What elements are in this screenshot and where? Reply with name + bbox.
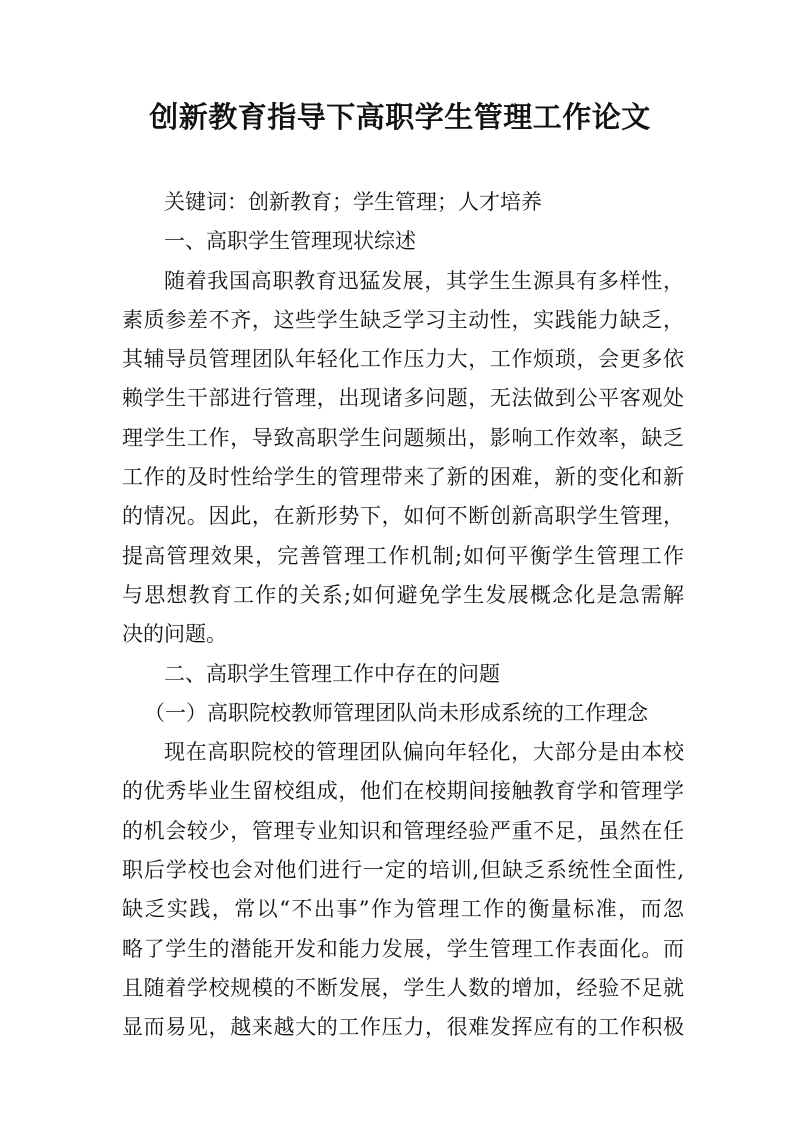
paragraph-line: 提高管理效果，完善管理工作机制;如何平衡学生管理工作 (122, 543, 684, 568)
paragraph-line: 的情况。因此，在新形势下，如何不断创新高职学生管理， (122, 504, 684, 529)
paragraph-line: 现在高职院校的管理团队偏向年轻化，大部分是由本校 (164, 740, 684, 765)
paragraph-line: 缺乏实践，常以“不出事”作为管理工作的衡量标准，而忽 (122, 897, 684, 922)
paragraph-line: 显而易见，越来越大的工作压力，很难发挥应有的工作积极 (122, 1015, 684, 1040)
paragraph-line: 且随着学校规模的不断发展，学生人数的增加，经验不足就 (122, 975, 684, 1000)
paragraph-line: 其辅导员管理团队年轻化工作压力大，工作烦琐，会更多依 (122, 347, 684, 372)
section-heading-1: 一、高职学生管理现状综述 (164, 229, 416, 254)
paragraph-line: 与思想教育工作的关系;如何避免学生发展概念化是急需解 (122, 582, 684, 607)
paragraph-line: 的机会较少，管理专业知识和管理经验严重不足，虽然在任 (122, 818, 684, 843)
subsection-heading-1: （一）高职院校教师管理团队尚未形成系统的工作理念 (144, 700, 648, 725)
paragraph-line: 理学生工作，导致高职学生问题频出，影响工作效率，缺乏 (122, 425, 684, 450)
keywords-line: 关键词：创新教育；学生管理；人才培养 (164, 190, 542, 214)
document-title: 创新教育指导下高职学生管理工作论文 (149, 100, 651, 134)
paragraph-line: 随着我国高职教育迅猛发展，其学生生源具有多样性， (164, 268, 684, 293)
paragraph-line: 的优秀毕业生留校组成，他们在校期间接触教育学和管理学 (122, 779, 684, 804)
paragraph-line: 素质参差不齐，这些学生缺乏学习主动性，实践能力缺乏， (122, 307, 684, 332)
section-heading-2: 二、高职学生管理工作中存在的问题 (164, 661, 500, 686)
paragraph-line: 略了学生的潜能开发和能力发展，学生管理工作表面化。而 (122, 936, 684, 961)
paragraph-line: 工作的及时性给学生的管理带来了新的困难，新的变化和新 (122, 465, 684, 490)
paragraph-line: 职后学校也会对他们进行一定的培训,但缺乏系统性全面性, (122, 858, 684, 883)
document-body (122, 183, 684, 1048)
paragraph-line: 赖学生干部进行管理，出现诸多问题，无法做到公平客观处 (122, 386, 684, 411)
paragraph-line: 决的问题。 (122, 622, 227, 647)
